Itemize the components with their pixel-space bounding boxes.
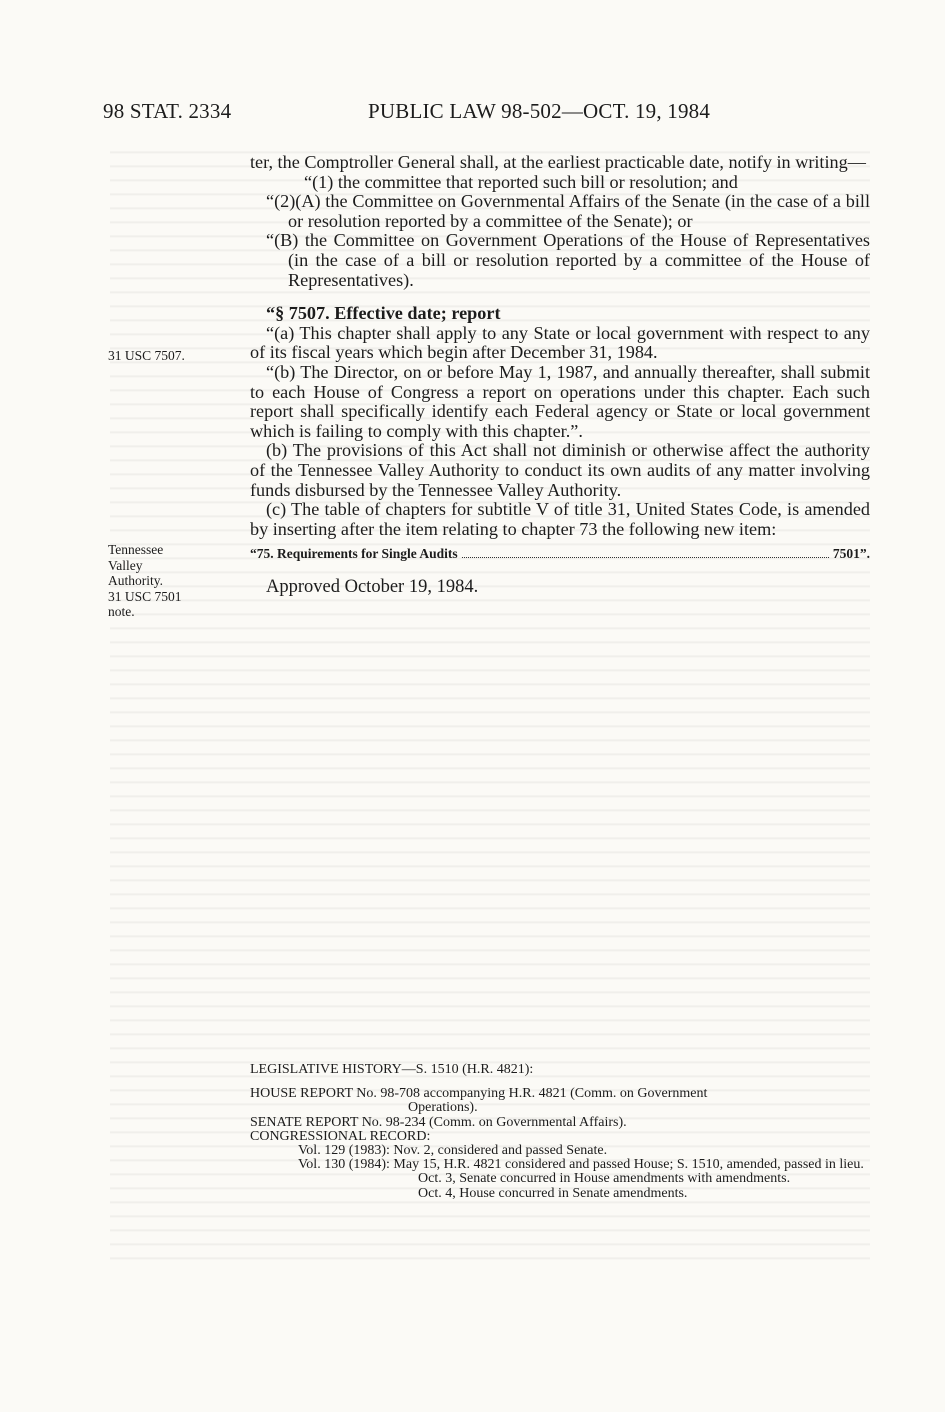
senate-report: SENATE REPORT No. 98-234 (Comm. on Governmental Affairs). bbox=[250, 1114, 627, 1130]
toc-item-label: “75. Requirements for Single Audits bbox=[250, 546, 458, 562]
intro-paragraph: ter, the Comptroller General shall, at the earliest practicable date, notify in writing— bbox=[250, 152, 866, 172]
item-1: “(1) the committee that reported such bill or resolution; and bbox=[304, 171, 738, 192]
record-vol-129: Vol. 129 (1983): Nov. 2, considered and passed Senate. bbox=[298, 1143, 608, 1159]
margin-note-line: Tennessee bbox=[108, 542, 164, 557]
congressional-record: CONGRESSIONAL RECORD: bbox=[250, 1128, 431, 1144]
subsection-a: “(a) This chapter shall apply to any State or local government with respect to any of its fiscal years which begin after December 31, 1984. bbox=[250, 322, 870, 363]
section-heading: “§ 7507. Effective date; report bbox=[266, 303, 501, 324]
record-vol-130: Vol. 130 (1984): May 15, H.R. 4821 considered and passed House; S. 1510, amended, passed in lieu. bbox=[298, 1157, 864, 1173]
margin-note-line: 31 USC 7501 bbox=[108, 588, 182, 604]
record-oct-4: Oct. 4, House concurred in Senate amendments. bbox=[418, 1185, 688, 1201]
record-oct-3: Oct. 3, Senate concurred in House amendments with amendments. bbox=[418, 1171, 791, 1187]
item-2b: “(B) the Committee on Government Operations of the House of Representatives (in the case of a bill or resolution reported by a committee of the House of Representatives). bbox=[266, 230, 870, 290]
legislative-history bbox=[250, 1063, 866, 1201]
toc-leader-dots bbox=[462, 557, 829, 558]
paragraph-c: (c) The table of chapters for subtitle V of title 31, United States Code, is amended by inserting after the item relating to chapter 73 the following new item: bbox=[250, 499, 870, 539]
paragraph-b: (b) The provisions of this Act shall not diminish or otherwise affect the authority of the Tennessee Valley Authority to conduct its own audits of any matter involving funds disbursed by the Tennessee Valley Authority. bbox=[250, 440, 870, 500]
toc-item bbox=[250, 544, 870, 564]
margin-note-line: Valley bbox=[108, 557, 143, 573]
margin-note-tva bbox=[108, 542, 182, 620]
subsection-b: “(b) The Director, on or before May 1, 1987, and annually thereafter, shall submit to each House of Congress a report on operations under this chapter. Each such report shall specifically identify each Federal agency or State or local government which is failing to comply with this chapter.”. bbox=[250, 361, 870, 441]
house-report: HOUSE REPORT No. 98-708 accompanying H.R. 4821 (Comm. on Government bbox=[250, 1086, 708, 1102]
item-2a: “(2)(A) the Committee on Governmental Affairs of the Senate (in the case of a bill or resolution reported by a committee of the Senate); or bbox=[266, 191, 870, 231]
legislative-history-heading: LEGISLATIVE HISTORY—S. 1510 (H.R. 4821): bbox=[250, 1062, 534, 1077]
public-law-header: PUBLIC LAW 98-502—OCT. 19, 1984 bbox=[368, 99, 711, 123]
toc-item-section: 7501”. bbox=[832, 546, 870, 562]
stat-page-number: 98 STAT. 2334 bbox=[103, 99, 232, 123]
house-report-cont: Operations). bbox=[408, 1100, 478, 1116]
margin-note-line: note. bbox=[108, 604, 135, 619]
margin-note-usc-7507: 31 USC 7507. bbox=[108, 348, 185, 363]
approval-date: Approved October 19, 1984. bbox=[266, 576, 479, 597]
main-text bbox=[250, 153, 870, 597]
margin-note-line: Authority. bbox=[108, 573, 163, 588]
